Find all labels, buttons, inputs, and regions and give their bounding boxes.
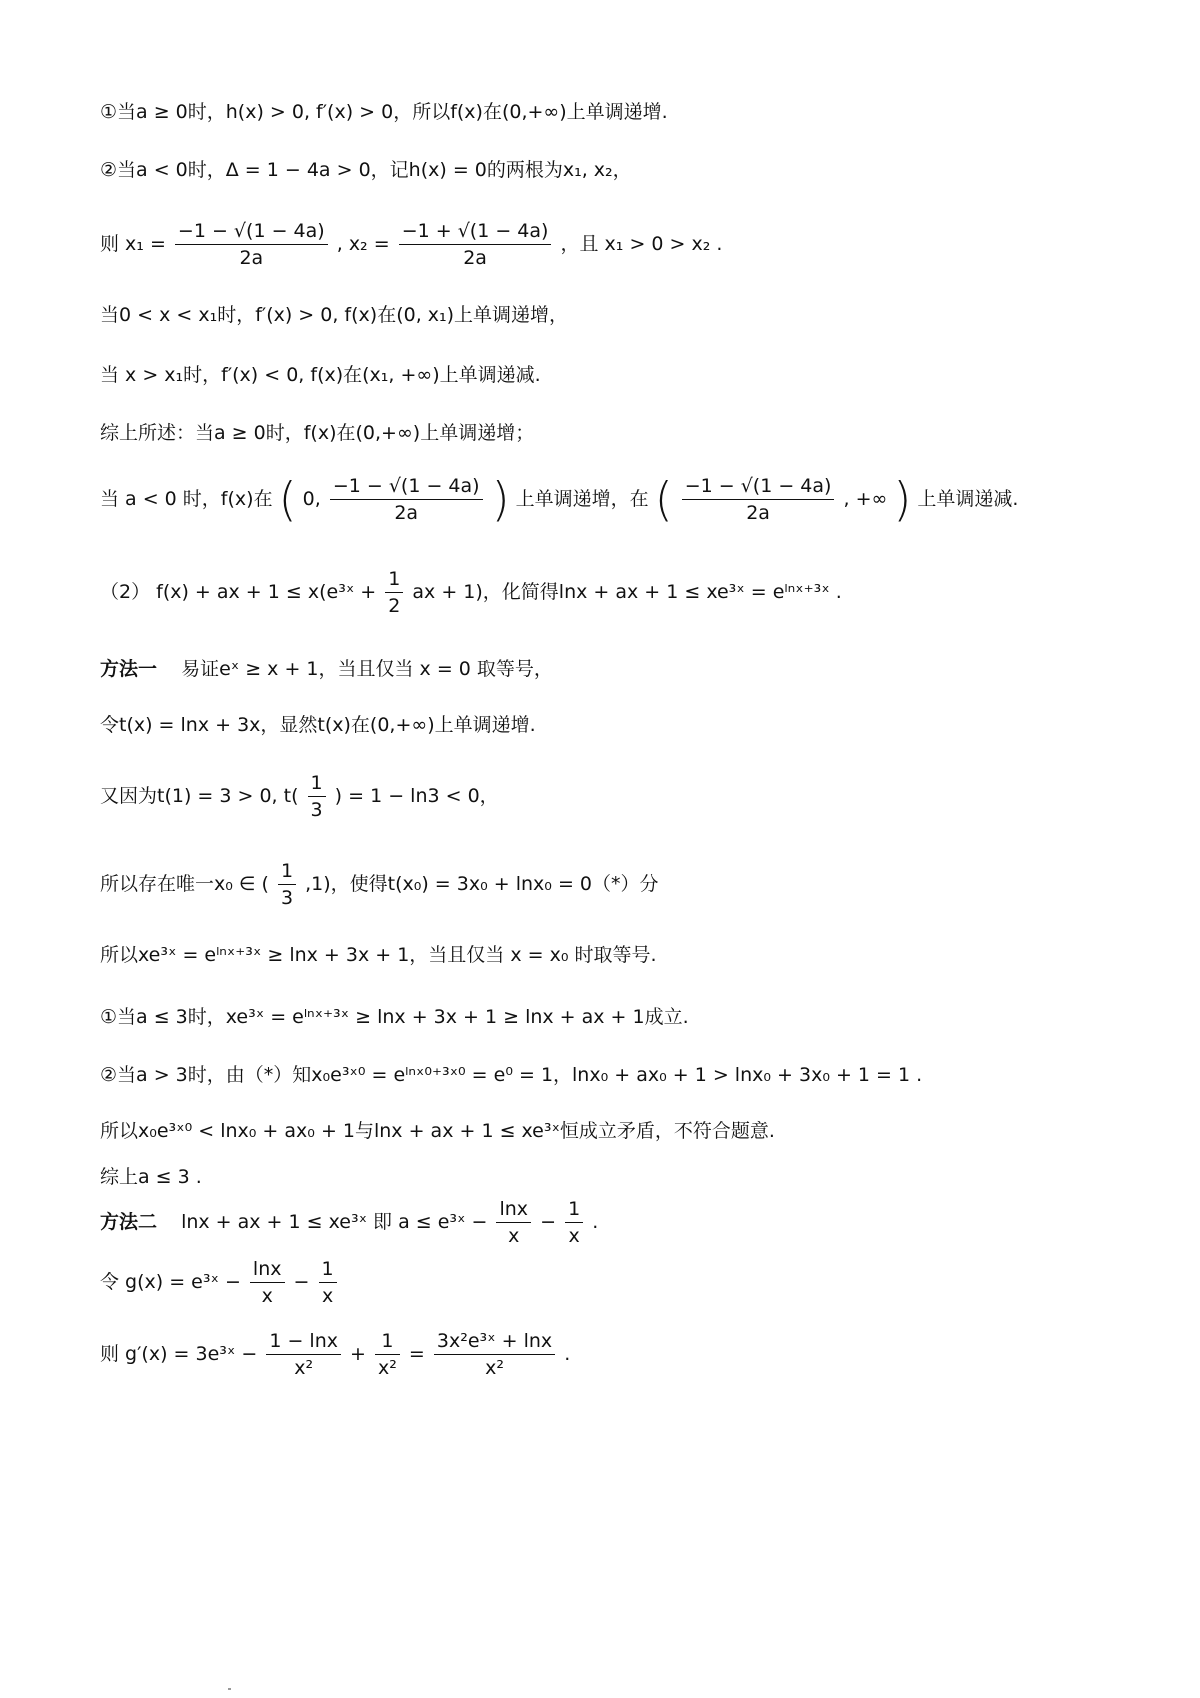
roots-prefix: 则 x₁ = bbox=[100, 233, 166, 255]
unique-x0-prefix: 所以存在唯一x₀ ∈ ( bbox=[100, 873, 269, 895]
lnx-over-x-fraction bbox=[250, 1258, 285, 1307]
fraction-numerator: 1 − lnx bbox=[266, 1330, 341, 1355]
line-t-values bbox=[100, 772, 499, 821]
line-summary-nonnegative: 综上所述：当a ≥ 0时，f(x)在(0,+∞)上单调递增； bbox=[100, 422, 535, 444]
lnx-over-x-fraction bbox=[496, 1198, 531, 1247]
line-method-two bbox=[100, 1198, 598, 1247]
one-over-x-fraction bbox=[319, 1258, 337, 1307]
third-fraction bbox=[308, 772, 326, 821]
roots-separator: , x₂ = bbox=[336, 233, 390, 255]
equals-sign: = bbox=[408, 1343, 425, 1365]
line-contradiction: 所以x₀e³ˣ⁰ < lnx₀ + ax₀ + 1与lnx + ax + 1 ≤ xe³ˣ恒成立矛盾，不符合题意. bbox=[100, 1120, 775, 1142]
page-mark bbox=[228, 1688, 231, 1690]
one-over-x-fraction bbox=[565, 1198, 583, 1247]
third-fraction bbox=[278, 860, 296, 909]
right-paren: ) bbox=[491, 472, 510, 527]
roots-suffix: ，且 x₁ > 0 > x₂ . bbox=[560, 233, 723, 255]
summary-prefix: 当 a < 0 时，f(x)在 bbox=[100, 488, 273, 510]
fraction-denominator: x bbox=[568, 1225, 580, 1247]
derivative-fraction-3 bbox=[434, 1330, 555, 1379]
line-conclusion: 综上a ≤ 3 . bbox=[100, 1166, 202, 1188]
interval-fraction bbox=[682, 475, 835, 524]
line-g-derivative bbox=[100, 1330, 570, 1379]
line-exp-inequality: 所以xe³ˣ = eˡⁿˣ⁺³ˣ ≥ lnx + 3x + 1，当且仅当 x = x₀ 时取等号. bbox=[100, 944, 657, 966]
define-g-prefix: 令 g(x) = e³ˣ − bbox=[100, 1271, 241, 1293]
fraction-denominator: x² bbox=[378, 1357, 397, 1379]
right-paren: ) bbox=[893, 472, 912, 527]
line-unique-x0 bbox=[100, 860, 659, 909]
fraction-denominator: 2a bbox=[239, 247, 264, 269]
minus-sign: − bbox=[293, 1271, 310, 1293]
plus-sign: + bbox=[350, 1343, 366, 1365]
fraction-numerator: 1 bbox=[308, 772, 326, 797]
line-method-one bbox=[100, 656, 553, 682]
root-x2-fraction bbox=[399, 220, 552, 269]
interval-fraction bbox=[330, 475, 483, 524]
method-one-text: 易证eˣ ≥ x + 1，当且仅当 x = 0 取等号， bbox=[181, 658, 553, 680]
method-two-prefix: lnx + ax + 1 ≤ xe³ˣ 即 a ≤ e³ˣ − bbox=[181, 1211, 488, 1233]
t-values-prefix: 又因为t(1) = 3 > 0, t( bbox=[100, 785, 299, 807]
fraction-numerator: −1 − √(1 − 4a) bbox=[175, 220, 328, 245]
fraction-numerator: 1 bbox=[375, 1330, 400, 1355]
minus-sign: − bbox=[540, 1211, 557, 1233]
method-one-label: 方法一 bbox=[100, 658, 158, 680]
summary-suffix: 上单调递减. bbox=[917, 488, 1019, 510]
derivative-fraction-1 bbox=[266, 1330, 341, 1379]
line-define-t: 令t(x) = lnx + 3x，显然t(x)在(0,+∞)上单调递增. bbox=[100, 714, 536, 736]
fraction-numerator: −1 + √(1 − 4a) bbox=[399, 220, 552, 245]
derivative-fraction-2 bbox=[375, 1330, 400, 1379]
line-part2-inequality bbox=[100, 568, 842, 617]
fraction-numerator: lnx bbox=[250, 1258, 285, 1283]
summary-middle: 上单调递增，在 bbox=[515, 488, 649, 510]
line-define-g bbox=[100, 1258, 340, 1307]
line-case-a-le-3: ①当a ≤ 3时，xe³ˣ = eˡⁿˣ⁺³ˣ ≥ lnx + 3x + 1 ≥ lnx + ax + 1成立. bbox=[100, 1006, 689, 1028]
fraction-denominator: 3 bbox=[280, 887, 294, 909]
fraction-numerator: 1 bbox=[278, 860, 296, 885]
fraction-denominator: x² bbox=[294, 1357, 314, 1379]
g-derivative-suffix: . bbox=[564, 1343, 571, 1365]
fraction-numerator: −1 − √(1 − 4a) bbox=[682, 475, 835, 500]
line-summary-negative bbox=[100, 472, 1019, 527]
interval-end: , +∞ bbox=[843, 488, 888, 510]
fraction-denominator: 2a bbox=[746, 502, 770, 524]
unique-x0-suffix: ,1)，使得t(x₀) = 3x₀ + lnx₀ = 0（*）分 bbox=[305, 873, 659, 895]
t-values-suffix: ) = 1 − ln3 < 0， bbox=[334, 785, 499, 807]
left-paren: ( bbox=[278, 472, 297, 527]
line-increasing-interval: 当0 < x < x₁时，f′(x) > 0, f(x)在(0, x₁)上单调递增， bbox=[100, 304, 569, 326]
fraction-denominator: 2a bbox=[463, 247, 487, 269]
fraction-denominator: x bbox=[321, 1285, 334, 1307]
method-two-suffix: . bbox=[592, 1211, 599, 1233]
fraction-numerator: lnx bbox=[496, 1198, 531, 1223]
interval-start: 0, bbox=[302, 488, 321, 510]
fraction-numerator: −1 − √(1 − 4a) bbox=[330, 475, 483, 500]
fraction-denominator: 3 bbox=[310, 799, 323, 821]
left-paren: ( bbox=[654, 472, 673, 527]
part2-prefix: （2） f(x) + ax + 1 ≤ x(e³ˣ + bbox=[100, 581, 377, 603]
fraction-numerator: 1 bbox=[565, 1198, 583, 1223]
fraction-denominator: 2a bbox=[394, 502, 419, 524]
fraction-denominator: x bbox=[261, 1285, 273, 1307]
fraction-denominator: 2 bbox=[388, 595, 401, 617]
line-decreasing-interval: 当 x > x₁时，f′(x) < 0, f(x)在(x₁, +∞)上单调递减. bbox=[100, 364, 541, 386]
fraction-numerator: 3x²e³ˣ + lnx bbox=[434, 1330, 555, 1355]
method-two-label: 方法二 bbox=[100, 1211, 158, 1233]
fraction-numerator: 1 bbox=[385, 568, 403, 593]
g-derivative-prefix: 则 g′(x) = 3e³ˣ − bbox=[100, 1343, 258, 1365]
line-case-a-negative: ②当a < 0时，Δ = 1 − 4a > 0，记h(x) = 0的两根为x₁, x₂， bbox=[100, 159, 632, 181]
line-case-a-gt-3: ②当a > 3时，由（*）知x₀e³ˣ⁰ = eˡⁿˣ⁰⁺³ˣ⁰ = e⁰ = 1，lnx₀ + ax₀ + 1 > lnx₀ + 3x₀ + 1 = 1 . bbox=[100, 1064, 923, 1086]
line-case-a-nonnegative: ①当a ≥ 0时，h(x) > 0, f′(x) > 0，所以f(x)在(0,+∞)上单调递增. bbox=[100, 101, 668, 123]
root-x1-fraction bbox=[175, 220, 328, 269]
fraction-denominator: x² bbox=[485, 1357, 504, 1379]
line-roots-formula bbox=[100, 220, 722, 269]
fraction-denominator: x bbox=[508, 1225, 520, 1247]
half-fraction bbox=[385, 568, 403, 617]
part2-suffix: ax + 1)，化简得lnx + ax + 1 ≤ xe³ˣ = eˡⁿˣ⁺³ˣ . bbox=[412, 581, 842, 603]
fraction-numerator: 1 bbox=[319, 1258, 337, 1283]
